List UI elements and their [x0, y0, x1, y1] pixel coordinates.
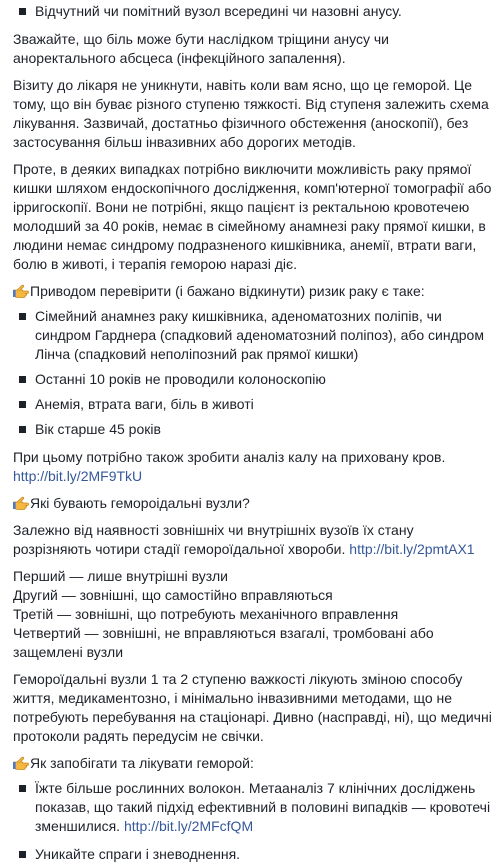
section-heading: Які бувають геморoідальні вузли? — [13, 494, 494, 513]
pointing-hand-icon — [13, 756, 29, 770]
stages-list — [13, 567, 494, 662]
stage-line: Четвертий — зовнішні, не вправляються взагалі, тромбовані або защемлені вузли — [13, 625, 434, 660]
stage-line: Перший — лише внутрішні вузли — [13, 568, 229, 584]
bullet-square-icon — [19, 8, 26, 15]
stage-line: Третій — зовнішні, що потребують механічного вправлення — [13, 606, 399, 622]
list-item-text: Відчутний чи помітний вузол всередині чи назовні анусу. — [35, 3, 402, 19]
link-2MFcfQM[interactable]: http://bit.ly/2MFcfQM — [123, 818, 254, 834]
bullet-square-icon — [19, 401, 26, 408]
list-item — [13, 779, 494, 836]
post-body — [0, 2, 504, 864]
section-heading: Як запобігати та лікувати геморой: — [13, 754, 494, 773]
list-item — [13, 395, 494, 414]
link-2pmtAX1[interactable]: http://bit.ly/2pmtAX1 — [349, 541, 475, 557]
list-item-text: Сімейний анамнез раку кишківника, аденоматозних поліпів, чи синдром Гарднера (спадковий аденоматозний поліпоз), або синдром Лінча (спадковий неполіпозний рак прямої кишки) — [35, 308, 484, 362]
paragraph: Візиту до лікаря не уникнути, навіть коли вам ясно, що це геморой. Це тому, що він буває різного ступеню тяжкості. Від ступеня залежить схема лікування. Зазвичай, достатньо фізичного обстеження (аноскопії), без застосування більш інвазивних або дорогих методів. — [13, 77, 489, 150]
bullet-square-icon — [19, 426, 26, 433]
link-2MF9TkU[interactable]: http://bit.ly/2MF9TkU — [13, 468, 143, 484]
bullet-square-icon — [19, 376, 26, 383]
paragraph: При цьому потрібно також зробити аналіз калу на приховану кров. http://bit.ly/2MF9TkU — [13, 449, 446, 484]
paragraph: Залежно від наявності зовнішніх чи внутрішніх вузоїв їх стану розрізняють чотири стадії гемороїдальної хвороби. http://bit.ly/2pmtAX1 — [13, 522, 475, 557]
paragraph: Проте, в деяких випадках потрібно виключити можливість раку прямої кишки шляхом ендоскопічного дослідження, комп'ютерної томографії або ірригоскопії. Вони не потрібні, якщо пацієнт із ректальною кровотечею молодший за 40 років, немає в сімейному анамнезі раку прямої кишки, в людини немає синдрому подразненого кишківника, анемії, втрати ваги, болю в животі, і терапія геморою наразі діє. — [13, 161, 492, 272]
list-item-text: Останні 10 років не проводили колоноскопію — [35, 371, 326, 387]
bullet-square-icon — [19, 851, 26, 858]
pointing-hand-icon — [13, 496, 29, 510]
paragraph: Зважайте, що біль може бути наслідком тріщини анусу чи аноректального абсцеса (інфекційного запалення). — [13, 31, 389, 66]
list-item — [13, 845, 494, 864]
pointing-hand-icon — [13, 284, 29, 298]
list-item — [13, 2, 494, 21]
section-heading: Приводом перевірити (і бажано відкинути) ризик раку є таке: — [13, 282, 494, 301]
list-item-text: Їжте більше рослинних волокон. Метааналіз 7 клінічних досліджень показав, що такий підхід ефективний в половині випадків — кровотечі зменшилися. — [35, 780, 491, 834]
list-item — [13, 420, 494, 439]
paragraph: Гемороїдальні вузли 1 та 2 ступеню важкості лікують зміною способу життя, медикаментозно, і мінімально інвазивними методами, що не потребують перебування на стаціонарі. Дивно (насправді, ні), що медичні протоколи радять передусім не свічки. — [13, 671, 492, 744]
bullet-square-icon — [19, 313, 26, 320]
list-item-text: Анемія, втрата ваги, біль в животі — [35, 396, 254, 412]
list-item-text: Вік старше 45 років — [35, 421, 161, 437]
stage-line: Другий — зовнішні, що самостійно вправляються — [13, 587, 333, 603]
bullet-square-icon — [19, 785, 26, 792]
list-item — [13, 370, 494, 389]
list-item-text: Уникайте спраги і зневоднення. — [35, 846, 241, 862]
list-item — [13, 307, 494, 364]
